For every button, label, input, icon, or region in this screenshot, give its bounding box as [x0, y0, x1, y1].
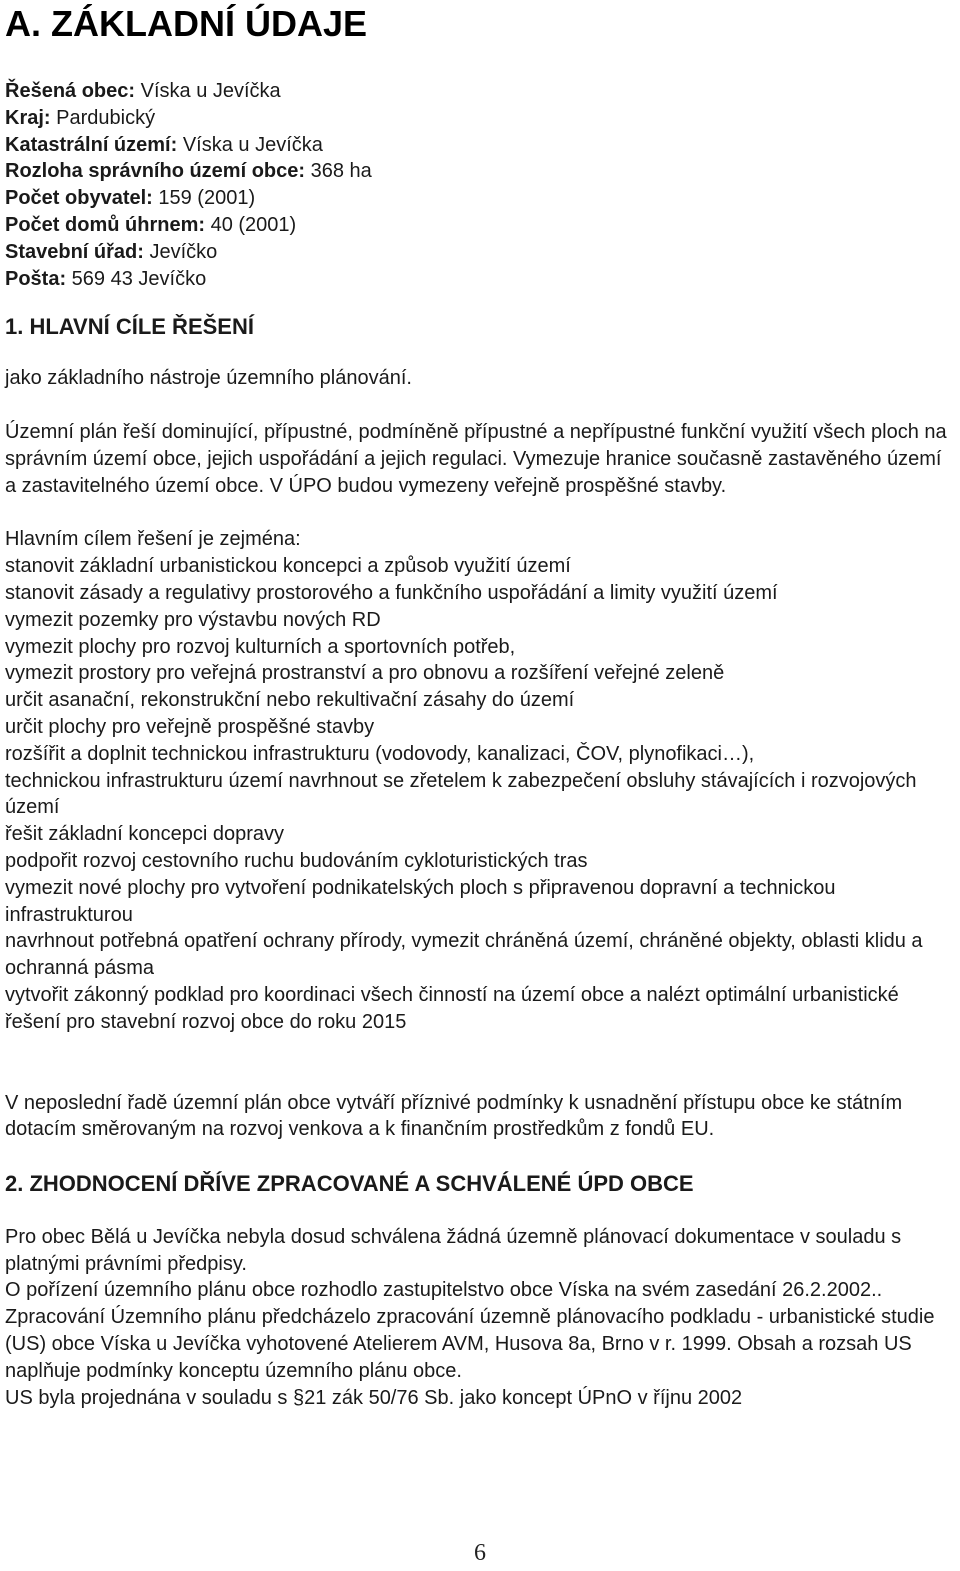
fact-municipality [5, 78, 957, 105]
section2-paragraph: Pro obec Bělá u Jevíčka nebyla dosud schválena žádná územně plánovací dokumentace v souladu s platnými právními předpisy. [5, 1225, 902, 1275]
fact-value: 368 ha [305, 160, 372, 183]
section2-paragraph: US byla projednána v souladu s §21 zák 50/76 Sb. jako koncept ÚPnO v říjnu 2002 [5, 1386, 743, 1409]
page-title: A. ZÁKLADNÍ ÚDAJE [5, 3, 368, 44]
fact-label: Rozloha správního území obce: [5, 160, 306, 183]
fact-value: Pardubický [50, 106, 156, 129]
list-item: vytvořit zákonný podklad pro koordinaci všech činností na území obce a nalézt optimální urbanistické řešení pro stavební rozvoj obce do roku 2015 [5, 983, 899, 1033]
fact-building-office [5, 239, 957, 266]
list-item: určit plochy pro veřejně prospěšné stavby [5, 715, 375, 738]
list-item: vymezit pozemky pro výstavbu nových RD [5, 608, 381, 631]
section1-paragraph: Územní plán řeší dominující, přípustné, podmíněně přípustné a nepřípustné funkční využití všech ploch na správním území obce, jejich uspořádání a jejich regulaci. Vymezuje hranice současně zastavěného území a zastavitelného území obce. V ÚPO budou vymezeny veřejně prospěšné stavby. [5, 420, 947, 497]
section2-paragraph: O pořízení územního plánu obce rozhodlo zastupitelstvo obce Víska na svém zasedání 26.2.2002.. [5, 1279, 883, 1302]
fact-houses [5, 212, 957, 239]
section2-paragraph: Zpracování Územního plánu předcházelo zpracování územně plánovacího podkladu - urbanistické studie (US) obce Víska u Jevíčka vyhotovené Atelierem AVM, Husova 8a, Brno v r. 1999. Obsah a rozsah US naplňuje podmínky konceptu územního plánu obce. [5, 1306, 935, 1382]
fact-label: Počet domů úhrnem: [5, 213, 206, 236]
section1-subtitle: jako základního nástroje územního plánování. [5, 367, 412, 390]
list-item: řešit základní koncepci dopravy [5, 823, 285, 846]
document-page [5, 0, 957, 1411]
goals-list [5, 553, 957, 1035]
fact-value: Víska u Jevíčka [177, 133, 323, 156]
list-item: stanovit základní urbanistickou koncepci a způsob využití území [5, 555, 571, 578]
fact-region [5, 105, 957, 132]
fact-value: 40 (2001) [205, 213, 297, 236]
list-item: vymezit plochy pro rozvoj kulturních a sportovních potřeb, [5, 635, 516, 658]
fact-label: Pošta: [5, 267, 67, 290]
list-item: určit asanační, rekonstrukční nebo rekultivační zásahy do území [5, 689, 575, 712]
fact-value: 159 (2001) [152, 187, 256, 210]
list-item: vymezit nové plochy pro vytvoření podnikatelských ploch s připravenou dopravní a technickou infrastrukturou [5, 876, 836, 926]
list-item: navrhnout potřebná opatření ochrany přírody, vymezit chráněná území, chráněné objekty, oblasti klidu a ochranná pásma [5, 930, 923, 980]
basic-facts [5, 78, 957, 292]
fact-population [5, 185, 957, 212]
fact-label: Katastrální území: [5, 133, 178, 156]
section2-heading: 2. ZHODNOCENÍ DŘÍVE ZPRACOVANÉ A SCHVÁLENÉ ÚPD OBCE [5, 1171, 694, 1197]
section1-closing: V neposlední řadě územní plán obce vytváří příznivé podmínky k usnadnění přístupu obce ke státním dotacím směrovaným na rozvoj venkova a k finančním prostředkům z fondů EU. [5, 1091, 903, 1141]
fact-value: 569 43 Jevíčko [66, 267, 207, 290]
page-number: 6 [474, 1540, 486, 1566]
fact-label: Řešená obec: [5, 80, 136, 102]
fact-label: Kraj: [5, 106, 51, 129]
list-item: stanovit zásady a regulativy prostorového a funkčního uspořádání a limity využití území [5, 581, 778, 604]
fact-area [5, 158, 957, 185]
section1-heading: 1. HLAVNÍ CÍLE ŘEŠENÍ [5, 314, 254, 340]
fact-label: Stavební úřad: [5, 240, 144, 263]
list-item: technickou infrastrukturu území navrhnout se zřetelem k zabezpečení obsluhy stávajících i rozvojových území [5, 769, 917, 819]
fact-cadastral-area [5, 132, 957, 159]
fact-label: Počet obyvatel: [5, 187, 153, 210]
goals-intro: Hlavním cílem řešení je zejména: [5, 528, 301, 551]
list-item: rozšířit a doplnit technickou infrastrukturu (vodovody, kanalizaci, ČOV, plynofikaci…), [5, 742, 755, 765]
fact-value: Víska u Jevíčka [135, 80, 281, 102]
fact-value: Jevíčko [143, 240, 218, 263]
fact-post-office [5, 266, 957, 293]
list-item: vymezit prostory pro veřejná prostranství a pro obnovu a rozšíření veřejné zeleně [5, 662, 725, 685]
list-item: podpořit rozvoj cestovního ruchu budováním cykloturistických tras [5, 849, 588, 872]
